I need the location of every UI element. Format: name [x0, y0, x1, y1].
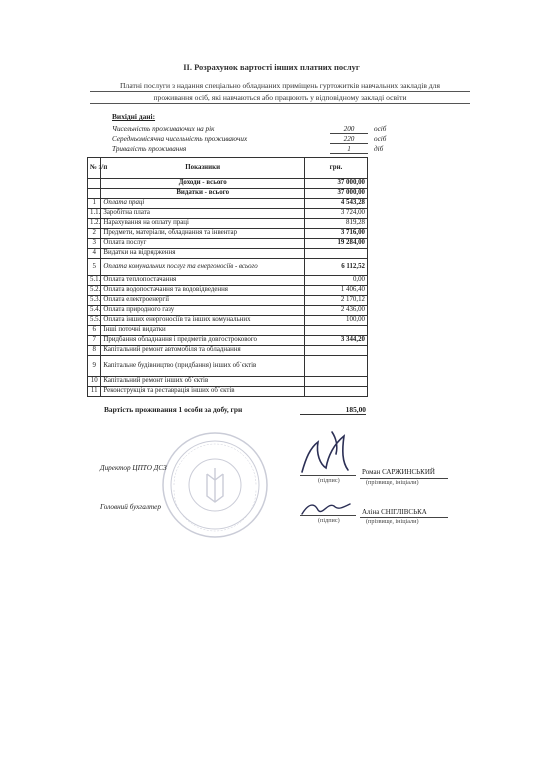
accountant-signature-line: [300, 514, 356, 516]
director-name-caption: (прізвище, ініціали): [366, 479, 419, 486]
input-value: 1: [330, 145, 368, 154]
row-name: Видатки на відрядження: [101, 249, 305, 259]
director-name: Роман САРЖИНСЬКИЙ: [362, 468, 435, 476]
row-value: 4 543,28: [304, 199, 367, 209]
table-row: [88, 179, 368, 189]
row-value: 6 112,52: [304, 259, 367, 276]
accountant-sign-caption: (підпис): [318, 517, 340, 524]
table-row: [88, 209, 368, 219]
row-name: Доходи - всього: [101, 179, 305, 189]
table-row: [88, 259, 368, 276]
row-name: Придбання обладнання і предметів довгострокового: [101, 336, 305, 346]
row-name: Предмети, матеріали, обладнання та інвентар: [101, 229, 305, 239]
row-value: [304, 326, 367, 336]
director-signature: [292, 428, 362, 480]
row-name: Капітальне будівництво (придбання) інших об`єктів: [101, 356, 305, 377]
input-data-heading: Вихідні дані:: [112, 112, 156, 121]
table-body: [88, 179, 368, 397]
cost-table: [87, 157, 368, 397]
row-name: Оплата комунальних послуг та енергоносіїв - всього: [101, 259, 305, 276]
table-row: [88, 229, 368, 239]
table-row: [88, 387, 368, 397]
accountant-title: Головний бухгалтер: [100, 503, 161, 511]
row-number: 1.1.: [88, 209, 101, 219]
row-number: 6: [88, 326, 101, 336]
director-signature-line: [300, 474, 356, 476]
row-number: 8: [88, 346, 101, 356]
row-value: 819,28: [304, 219, 367, 229]
table-row: [88, 326, 368, 336]
director-sign-caption: (підпис): [318, 477, 340, 484]
subtitle-line-2: проживання осіб, які навчаються або працюють у відповідному закладі освіти: [90, 92, 470, 104]
row-number: 5.3.: [88, 296, 101, 306]
row-number: 5.2.: [88, 286, 101, 296]
table-row: [88, 336, 368, 346]
row-name: Капітальний ремонт автомобіля та обладнання: [101, 346, 305, 356]
row-value: [304, 377, 367, 387]
row-name: Інші поточні видатки: [101, 326, 305, 336]
row-number: 5.4.: [88, 306, 101, 316]
row-number: 1: [88, 199, 101, 209]
row-number: 5: [88, 259, 101, 276]
row-value: [304, 249, 367, 259]
row-value: 2 170,12: [304, 296, 367, 306]
row-name: Видатки - всього: [101, 189, 305, 199]
row-name: Оплата водопостачання та водовідведення: [101, 286, 305, 296]
table-row: [88, 219, 368, 229]
row-value: 100,00: [304, 316, 367, 326]
row-name: Капітальний ремонт інших об`єктів: [101, 377, 305, 387]
row-value: 2 436,00: [304, 306, 367, 316]
row-name: Нарахування на оплату праці: [101, 219, 305, 229]
row-number: 2: [88, 229, 101, 239]
table-row: [88, 306, 368, 316]
table-row: [88, 377, 368, 387]
input-row-residents-per-year: [112, 125, 402, 135]
row-name: Оплата послуг: [101, 239, 305, 249]
input-row-avg-monthly-residents: [112, 135, 402, 145]
row-number: [88, 189, 101, 199]
input-value: 200: [330, 125, 368, 134]
table-row: [88, 276, 368, 286]
row-value: 3 344,20: [304, 336, 367, 346]
row-name: Оплата теплопостачання: [101, 276, 305, 286]
row-number: 11: [88, 387, 101, 397]
row-number: 3: [88, 239, 101, 249]
table-row: [88, 316, 368, 326]
subtitle-line-1: Платні послуги з надання спеціально обладнаних приміщень гуртожитків навчальних закладів для: [90, 80, 470, 92]
table-row: [88, 296, 368, 306]
row-name: Реконструкція та реставрація інших об`єктів: [101, 387, 305, 397]
row-name: Заробітна плата: [101, 209, 305, 219]
row-value: 0,00: [304, 276, 367, 286]
official-seal-stamp: [160, 430, 270, 540]
header-value: грн.: [304, 158, 367, 179]
table-header-row: [88, 158, 368, 179]
input-unit: діб: [374, 145, 384, 153]
input-label: Середньомісячна чисельність проживаючих: [112, 135, 248, 143]
row-number: 4: [88, 249, 101, 259]
input-label: Чисельність проживаючих на рік: [112, 125, 215, 133]
row-number: 5.1.: [88, 276, 101, 286]
input-unit: осіб: [374, 135, 387, 143]
row-value: 37 000,00: [304, 189, 367, 199]
row-number: [88, 179, 101, 189]
accountant-name-caption: (прізвище, ініціали): [366, 518, 419, 525]
row-value: 19 284,00: [304, 239, 367, 249]
row-value: [304, 387, 367, 397]
director-title: Директор ЦПТО ДСЗ: [100, 464, 167, 472]
table-row: [88, 199, 368, 209]
header-name: Показники: [101, 158, 305, 179]
row-number: 1.2.: [88, 219, 101, 229]
document-subtitle: [90, 80, 470, 104]
input-row-stay-duration: [112, 145, 402, 155]
row-number: 5.5.: [88, 316, 101, 326]
table-row: [88, 356, 368, 377]
row-name: Оплата інших енергоносіїв та інших комунальних: [101, 316, 305, 326]
row-name: Оплата природного газу: [101, 306, 305, 316]
row-value: 3 724,00: [304, 209, 367, 219]
row-name: Оплата електроенергії: [101, 296, 305, 306]
row-number: 9: [88, 356, 101, 377]
row-value: 1 406,40: [304, 286, 367, 296]
document-title: ІІ. Розрахунок вартості інших платних послуг: [183, 62, 360, 72]
accountant-name: Аліна СНІГЛІВСЬКА: [362, 508, 427, 516]
input-value: 220: [330, 135, 368, 144]
row-value: 37 000,00: [304, 179, 367, 189]
table-row: [88, 286, 368, 296]
table-row: [88, 239, 368, 249]
row-value: 3 716,00: [304, 229, 367, 239]
row-value: [304, 356, 367, 377]
header-num: № з/п: [88, 158, 101, 179]
cost-per-person-value: 185,00: [300, 405, 366, 415]
input-unit: осіб: [374, 125, 387, 133]
row-number: 10: [88, 377, 101, 387]
row-value: [304, 346, 367, 356]
table-row: [88, 249, 368, 259]
input-label: Тривалість проживання: [112, 145, 187, 153]
row-name: Оплата праці: [101, 199, 305, 209]
row-number: 7: [88, 336, 101, 346]
table-row: [88, 189, 368, 199]
table-row: [88, 346, 368, 356]
cost-per-person-label: Вартість проживання 1 особи за добу, грн: [104, 405, 243, 414]
